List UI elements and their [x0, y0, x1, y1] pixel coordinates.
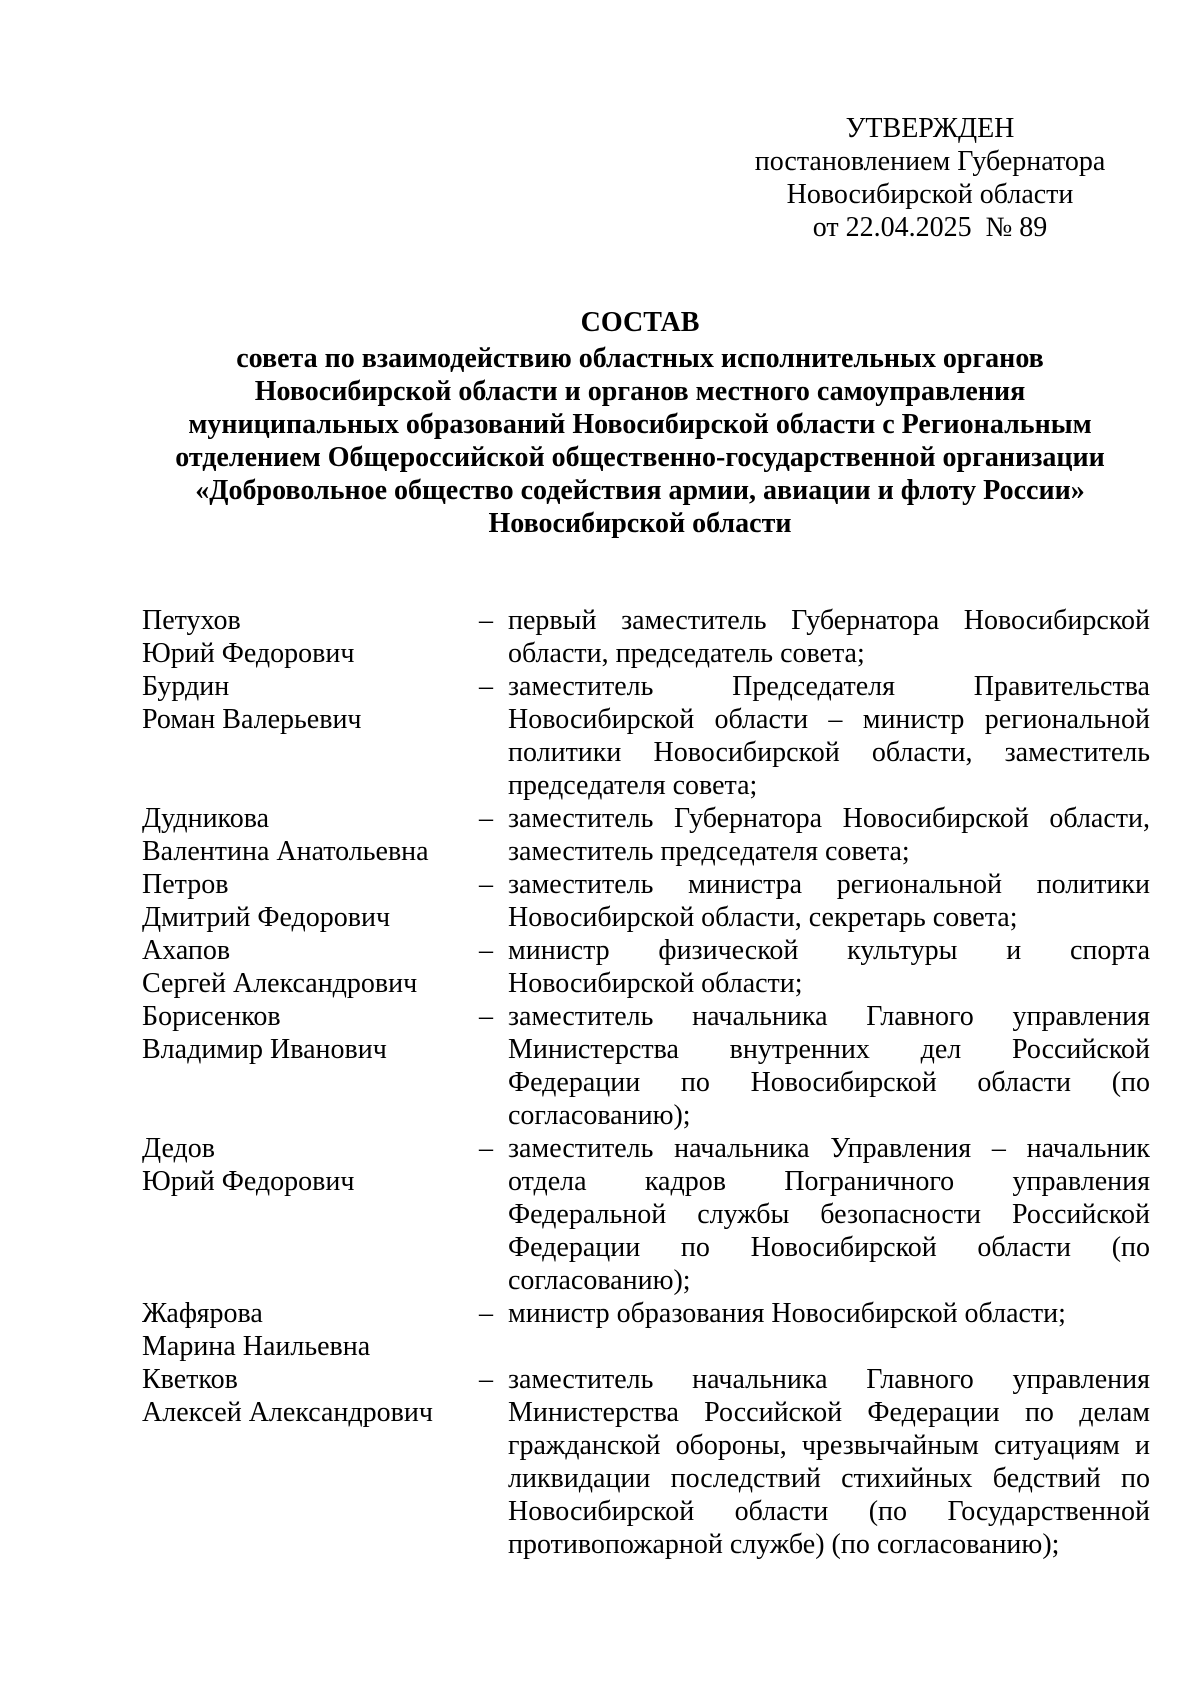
title-line: Новосибирской области и органов местного самоуправления: [254, 376, 1026, 407]
member-row: [142, 802, 1150, 868]
approval-stamp: [720, 112, 1140, 244]
member-given-names: Владимир Иванович: [142, 1034, 387, 1065]
member-surname: Кветков: [142, 1364, 238, 1395]
dash-separator: –: [479, 605, 493, 636]
member-given-names: Юрий Федорович: [142, 1166, 355, 1197]
dash-separator: –: [479, 803, 493, 834]
member-name: [142, 670, 464, 736]
member-surname: Ахапов: [142, 935, 231, 966]
member-row: [142, 1363, 1150, 1561]
member-surname: Петухов: [142, 605, 241, 636]
member-role: заместитель министра региональной политики Новосибирской области, секретарь совета;: [508, 869, 1150, 933]
member-row: [142, 1297, 1150, 1363]
member-row: [142, 604, 1150, 670]
title-line: муниципальных образований Новосибирской области с Региональным: [188, 409, 1092, 440]
dash-separator: –: [479, 869, 493, 900]
approval-decree: постановлением Губернатора: [754, 146, 1106, 177]
member-given-names: Алексей Александрович: [142, 1397, 433, 1428]
member-role: первый заместитель Губернатора Новосибирской области, председатель совета;: [508, 605, 1150, 669]
title-line: отделением Общероссийской общественно-государственной организации: [175, 442, 1105, 473]
member-name: [142, 1363, 464, 1429]
member-row: [142, 868, 1150, 934]
member-role: заместитель начальника Главного управления Министерства внутренних дел Российской Федерации по Новосибирской области (по согласованию);: [508, 1001, 1150, 1131]
member-name: [142, 1000, 464, 1066]
approval-heading: УТВЕРЖДЕН: [845, 113, 1015, 144]
title-line: совета по взаимодействию областных исполнительных органов: [236, 343, 1044, 374]
approval-date-number: от 22.04.2025 № 89: [812, 212, 1048, 243]
member-role: заместитель начальника Главного управления Министерства Российской Федерации по делам гражданской обороны, чрезвычайным ситуациям и ликвидации последствий стихийных бедствий по Новосибирской области (по Государственной противопожарной службе) (по согласованию);: [508, 1364, 1150, 1560]
member-name: [142, 802, 464, 868]
page-title: СОСТАВ: [580, 307, 700, 338]
member-name: [142, 868, 464, 934]
dash-separator: –: [479, 935, 493, 966]
member-given-names: Сергей Александрович: [142, 968, 418, 999]
member-surname: Петров: [142, 869, 229, 900]
member-surname: Жафярова: [142, 1298, 263, 1329]
dash-separator: –: [479, 1001, 493, 1032]
member-name: [142, 934, 464, 1000]
member-row: [142, 1000, 1150, 1132]
member-role: министр образования Новосибирской области;: [508, 1298, 1066, 1329]
members-list: [142, 604, 1150, 1561]
member-surname: Бурдин: [142, 671, 230, 702]
member-name: [142, 1132, 464, 1198]
member-given-names: Дмитрий Федорович: [142, 902, 391, 933]
member-surname: Дудникова: [142, 803, 270, 834]
title-line: Новосибирской области: [488, 508, 792, 539]
member-surname: Борисенков: [142, 1001, 281, 1032]
member-given-names: Валентина Анатольевна: [142, 836, 429, 867]
member-name: [142, 1297, 464, 1363]
dash-separator: –: [479, 1364, 493, 1395]
member-role: заместитель начальника Управления – начальник отдела кадров Пограничного управления Федеральной службы безопасности Российской Федерации по Новосибирской области (по согласованию);: [508, 1133, 1150, 1296]
member-given-names: Роман Валерьевич: [142, 704, 362, 735]
approval-region: Новосибирской области: [786, 179, 1074, 210]
document-title: [120, 306, 1160, 540]
dash-separator: –: [479, 671, 493, 702]
member-row: [142, 934, 1150, 1000]
member-role: заместитель Председателя Правительства Новосибирской области – министр региональной политики Новосибирской области, заместитель председателя совета;: [508, 671, 1150, 801]
member-surname: Дедов: [142, 1133, 215, 1164]
dash-separator: –: [479, 1298, 493, 1329]
dash-separator: –: [479, 1133, 493, 1164]
member-given-names: Юрий Федорович: [142, 638, 355, 669]
member-row: [142, 1132, 1150, 1297]
member-role: заместитель Губернатора Новосибирской области, заместитель председателя совета;: [508, 803, 1150, 867]
member-role: министр физической культуры и спорта Новосибирской области;: [508, 935, 1150, 999]
member-row: [142, 670, 1150, 802]
title-line: «Добровольное общество содействия армии, авиации и флоту России»: [195, 475, 1085, 506]
member-name: [142, 604, 464, 670]
member-given-names: Марина Наильевна: [142, 1331, 371, 1362]
